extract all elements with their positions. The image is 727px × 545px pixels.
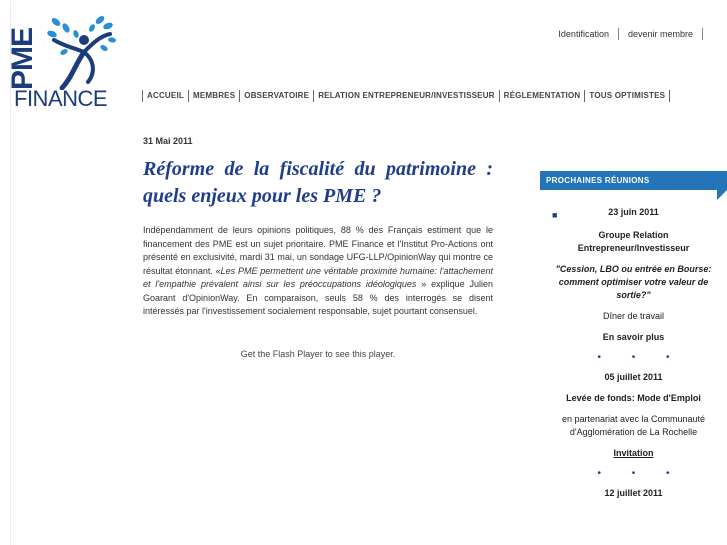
logo-pme-text: PME (6, 27, 40, 91)
meeting-date: 05 juillet 2011 (604, 372, 663, 382)
nav-item-relation[interactable]: RELATION ENTREPRENEUR/INVESTISSEUR (314, 90, 499, 102)
meeting-date: 12 juillet 2011 (604, 488, 663, 498)
meeting-detail: en partenariat avec la Communauté d'Agglomération de La Rochelle (561, 414, 706, 437)
meeting-detail: Dîner de travail (602, 311, 665, 321)
main-nav (142, 90, 670, 102)
meeting-quote: "Cession, LBO ou entrée en Bourse: comment optimiser votre valeur de sortie?" (555, 264, 712, 300)
devenir-membre-link[interactable]: devenir membre (619, 28, 703, 40)
article (143, 136, 493, 359)
article-body-part2: » explique Julien Goarant d'OpinionWay. En comparaison, seuls 58 % des interrogés se disent intéressés par l'investissement socialement responsable, sujet pourtant consensuel. (143, 279, 493, 316)
invitation-link[interactable]: Invitation (613, 448, 654, 458)
logo-figure-icon (44, 12, 116, 90)
sidebar-meetings (540, 171, 727, 510)
article-date: 31 Mai 2011 (143, 136, 193, 146)
meeting-item (540, 371, 727, 460)
nav-item-accueil[interactable]: ACCUEIL (143, 90, 189, 102)
meeting-date: 23 juin 2011 (608, 207, 659, 217)
article-body-quote: Les PME permettent une véritable proximité humaine: l'attachement et l'empathie prévalent ainsi sur les préoccupations idéologiques (143, 265, 494, 289)
pme-finance-logo[interactable] (6, 12, 124, 111)
meeting-item (540, 487, 727, 500)
nav-item-membres[interactable]: MEMBRES (189, 90, 240, 102)
meeting-name: Groupe Relation Entrepreneur/Investisseur (577, 230, 690, 253)
nav-item-observatoire[interactable]: OBSERVATOIRE (240, 90, 314, 102)
meeting-name: Levée de fonds: Mode d'Emploi (566, 393, 701, 403)
top-links (549, 28, 703, 40)
nav-item-tous-optimistes[interactable]: TOUS OPTIMISTES (585, 90, 670, 102)
meeting-item (540, 206, 727, 344)
bullet-icon: ■ (552, 210, 558, 220)
separator-dots: • • • (597, 468, 684, 479)
nav-item-reglementation[interactable]: RÉGLEMENTATION (500, 90, 586, 102)
flash-player-message[interactable]: Get the Flash Player to see this player. (240, 348, 396, 359)
en-savoir-plus-link[interactable]: En savoir plus (602, 332, 665, 342)
article-title: Réforme de la fiscalité du patrimoine : quels enjeux pour les PME ? (143, 158, 493, 207)
sidebar-header: PROCHAINES RÉUNIONS (540, 171, 727, 190)
identification-link[interactable]: Identification (549, 28, 619, 40)
separator-dots: • • • (597, 352, 684, 363)
logo-finance-text: FINANCE (14, 86, 108, 111)
article-body (143, 224, 493, 319)
article-body-part1: Indépendamment de leurs opinions politiques, 88 % des Français estiment que le financement des PME est un sujet prioritaire. PME Finance et l'Institut Pro-Actions ont présenté en exclusivité, mardi 31 mai, un sondage UFG-LLP/OpinionWay qui montre ce résultat étonnant. « (143, 225, 493, 276)
sidebar-spacer (540, 190, 727, 206)
